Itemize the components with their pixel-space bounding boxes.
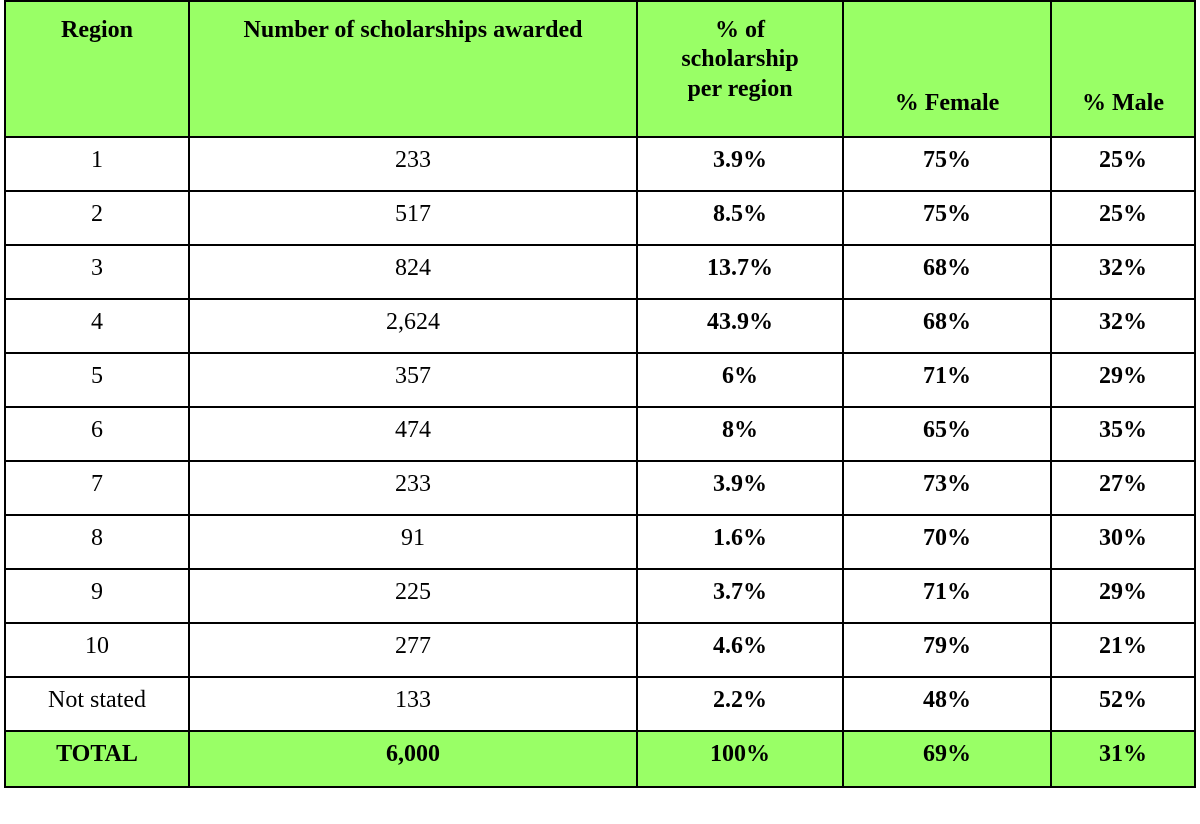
cell-count: 133	[189, 677, 637, 731]
scholarship-table	[4, 0, 1196, 788]
cell-region: 3	[5, 245, 189, 299]
cell-pct: 8.5%	[637, 191, 843, 245]
table-row	[5, 623, 1195, 677]
total-row	[5, 731, 1195, 787]
cell-count: 474	[189, 407, 637, 461]
table-row	[5, 677, 1195, 731]
cell-female: 68%	[843, 245, 1051, 299]
cell-pct: 3.7%	[637, 569, 843, 623]
cell-count: 225	[189, 569, 637, 623]
header-pct-region-line2: scholarship	[681, 46, 799, 73]
header-pct-region-line3: per region	[687, 75, 793, 102]
cell-male: 30%	[1051, 515, 1195, 569]
header-pct-region-line1: % of	[715, 17, 765, 43]
cell-male: 25%	[1051, 137, 1195, 191]
cell-male: 32%	[1051, 299, 1195, 353]
cell-female: 75%	[843, 137, 1051, 191]
cell-male: 29%	[1051, 569, 1195, 623]
total-count: 6,000	[189, 731, 637, 787]
cell-female: 71%	[843, 569, 1051, 623]
cell-count: 277	[189, 623, 637, 677]
cell-female: 75%	[843, 191, 1051, 245]
cell-pct: 1.6%	[637, 515, 843, 569]
table-row	[5, 353, 1195, 407]
cell-count: 2,624	[189, 299, 637, 353]
cell-pct: 3.9%	[637, 461, 843, 515]
table-row	[5, 299, 1195, 353]
total-male: 31%	[1051, 731, 1195, 787]
header-region: Region	[5, 1, 189, 137]
cell-female: 73%	[843, 461, 1051, 515]
cell-pct: 6%	[637, 353, 843, 407]
total-female: 69%	[843, 731, 1051, 787]
header-scholarships: Number of scholarships awarded	[189, 1, 637, 137]
cell-region: 10	[5, 623, 189, 677]
cell-count: 91	[189, 515, 637, 569]
table-row	[5, 515, 1195, 569]
cell-count: 824	[189, 245, 637, 299]
cell-male: 25%	[1051, 191, 1195, 245]
cell-male: 27%	[1051, 461, 1195, 515]
cell-female: 79%	[843, 623, 1051, 677]
cell-male: 21%	[1051, 623, 1195, 677]
cell-female: 65%	[843, 407, 1051, 461]
cell-male: 52%	[1051, 677, 1195, 731]
cell-female: 70%	[843, 515, 1051, 569]
cell-count: 517	[189, 191, 637, 245]
cell-region: 9	[5, 569, 189, 623]
table-row	[5, 569, 1195, 623]
cell-count: 357	[189, 353, 637, 407]
total-label: TOTAL	[5, 731, 189, 787]
cell-region: 8	[5, 515, 189, 569]
cell-pct: 8%	[637, 407, 843, 461]
cell-male: 32%	[1051, 245, 1195, 299]
cell-region: 6	[5, 407, 189, 461]
table-row	[5, 137, 1195, 191]
scholarship-table-container	[4, 0, 1194, 788]
cell-pct: 2.2%	[637, 677, 843, 731]
cell-female: 48%	[843, 677, 1051, 731]
cell-pct: 43.9%	[637, 299, 843, 353]
cell-count: 233	[189, 137, 637, 191]
cell-male: 29%	[1051, 353, 1195, 407]
cell-male: 35%	[1051, 407, 1195, 461]
table-row	[5, 191, 1195, 245]
cell-region: Not stated	[5, 677, 189, 731]
cell-region: 1	[5, 137, 189, 191]
cell-count: 233	[189, 461, 637, 515]
header-row	[5, 1, 1195, 137]
cell-region: 4	[5, 299, 189, 353]
total-pct: 100%	[637, 731, 843, 787]
cell-region: 2	[5, 191, 189, 245]
table-row	[5, 461, 1195, 515]
cell-pct: 13.7%	[637, 245, 843, 299]
table-row	[5, 245, 1195, 299]
header-female: % Female	[843, 1, 1051, 137]
header-pct-region	[637, 1, 843, 137]
cell-female: 68%	[843, 299, 1051, 353]
header-male: % Male	[1051, 1, 1195, 137]
cell-region: 5	[5, 353, 189, 407]
cell-pct: 3.9%	[637, 137, 843, 191]
cell-female: 71%	[843, 353, 1051, 407]
cell-region: 7	[5, 461, 189, 515]
cell-pct: 4.6%	[637, 623, 843, 677]
table-row	[5, 407, 1195, 461]
